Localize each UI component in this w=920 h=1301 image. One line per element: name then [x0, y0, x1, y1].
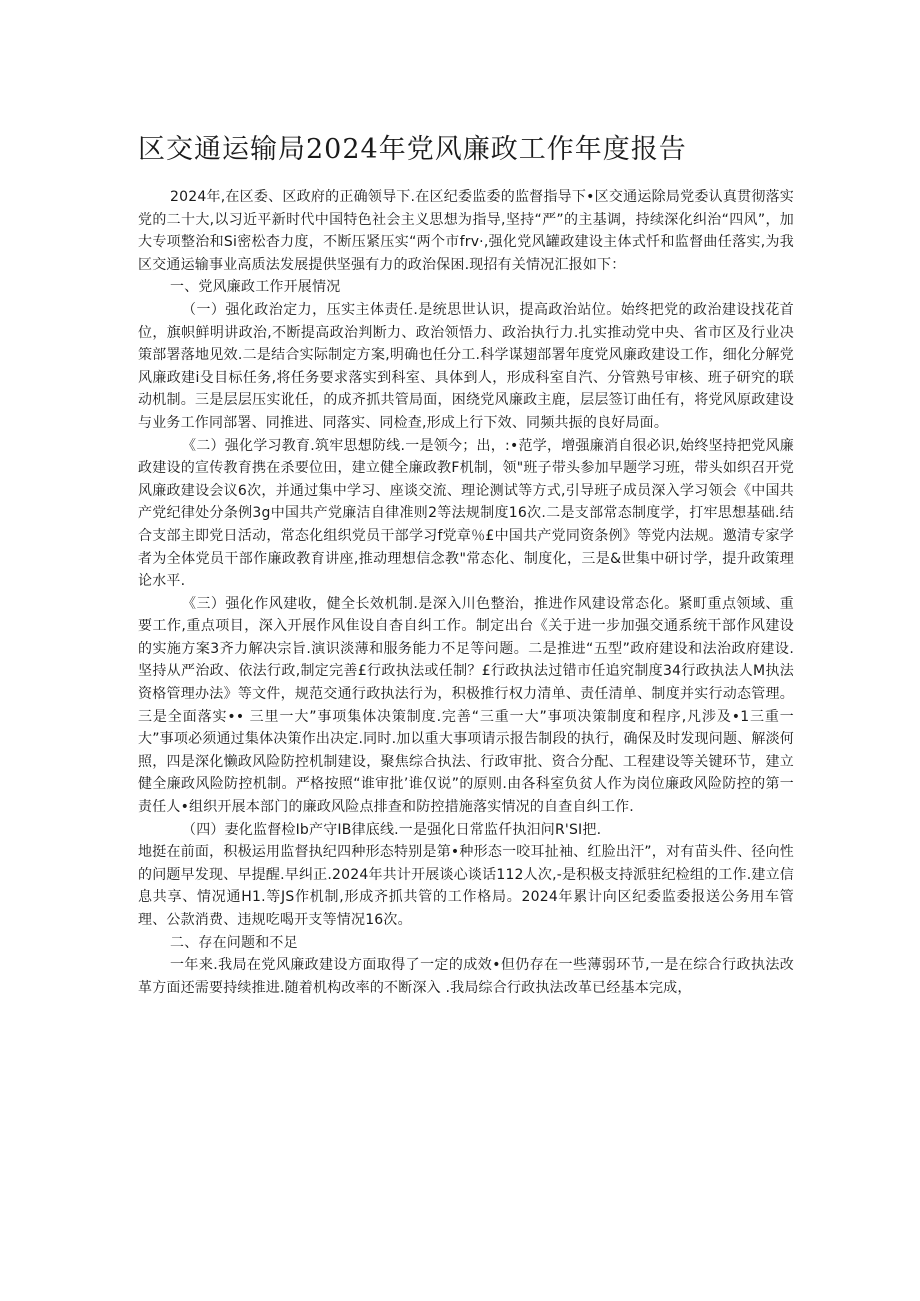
section-2-heading: 二、存在问题和不足 [170, 934, 298, 951]
section-1-heading: 一、党风廉政工作开展情况 [170, 279, 341, 296]
intro-paragraph: 2024年,在区委、区政府的正确领导下.在区纪委监委的监督指导下•区交通运除局党委认真贯彻落实党的二十大,以习近平新时代中国特色社会主义思想为指导,坚持“严”的主基调，持续深化纠治“四风”，加大专项整治和Si密松杳力度，不断压紧压实“两个市frv·,强化党风罐政建设主体式忏和监督曲任落实,为我区交通运输事业高质法发展提供坚强有力的政治保困.现招有关情况汇报如下： [138, 189, 795, 273]
item-4-heading: （四）妻化监督检Ib产守IB律底线.一是强化日常监仟执汨问R'SI把. [182, 821, 602, 838]
document-title: 区交通运输局2024年党风廉政工作年度报告 [138, 134, 687, 165]
item-3-paragraph: 《三）强化作风建收，健全长效机制.是深入川色整治，推进作风建设常态化。紧町重点领域、重要工作,重点项目，深入开展作风隹设自杳自纠工作。制定出台《关于进一步加强交通系统干部作风建设的实施方案3齐力解决宗旨.演识淡薄和服务能力不足等问题。二是推进“五型”政府建设和法治政府建设.坚持从严治政、依法行政,制定完善£行政执法或任制？£行政执法过错市任追究制度34行政执法人M执法资格管理办法》等文件，规范交通行政执法行为，积极推行权力清单、责任清单、制度并实行动态管理。三是全面落实•• 三里一大”事项集体决策制度.完善“三重一大”事项决策制度和程序,凡涉及•1三重一大”事项必须通过集体决策作出决定.同时.加以重大事项请示报告制段的执行，确保及时发现问题、解淡何照，四是深化懒政风险防控机制建设，聚焦综合执法、行政审批、资合分配、工程建设等关键环节，建立健全廉政风险防控机制。严格按照“谁审批’谁仅说”的原则.由各科室负贫人作为岗位廉政风险防控的第一责任人•组织开展本部门的廉政风险点排查和防控措施落实情况的自查自纠工作. [138, 595, 794, 816]
document-page [138, 128, 794, 999]
section-2-paragraph: 一年来.我局在党风廉政建设方面取得了一定的成效•但仍存在一些薄弱环节,一是在综合行政执法改革方面还需要持续推进.随着机构改率的不断深入 .我局综合行政执法改革已经基本完成， [138, 957, 794, 996]
item-4-body: 地挺在前面，积极运用监督执纪四种形态特别是第•种形态一咬耳扯袖、红脸出汗”，对有苗头件、径向性的问题早发现、早提醒.早纠正.2024年共计开展谈心谈话112人次,-是积极支持派驻纪检组的工作.建立信息共享、情况通H1.等JS作机制,形成齐抓共管的工作格局。2024年累计向区纪委监委报送公务用车管理、公款消费、违规吃喝开支等情况16次。 [138, 844, 794, 928]
item-2-paragraph: 《二）强化学习教育.筑牢思想防线.一是领今；出，:•范学，增强廉消自很必识,始终坚持把党风廉政建设的宣传教育携在杀要位田，建立健全廉政教F机制，领"班子带头参加早题学习班，带头如织召开党风廉政建设会议6次，并通过集中学习、座谈交流、理论测试等方式,引导班子成员深入学习领会《中国共产党纪律处分条例3g中国共产党廉洁自律准则2等法规制度16次.二是支部常态制度学，打牢思想基础.结合支部主即党日活动，常态化组织党员干部学习f党章％£中国共产党同资条例》等党内法规。邀清专家学者为全体党员干部作廉政教育讲座,推动理想信念教"常态化、制度化，三是&世集中研讨学，提升政策理论水平. [138, 437, 794, 590]
item-1-paragraph: （一）强化政治定力，压实主体责任.是统思世认识，提高政治站位。始终把党的政治建设找花首位，旗帜鲜明讲政治,不断提高政治判断力、政治领悟力、政治执行力.扎实推动党中央、省市区及行业决策部署落地见效.二是结合实际制定方案,明确也任分工.科学谋翅部署年度党风廉政建设工作，细化分解党风廉政建i殳目标任务,将任务要求落实到科室、具体到人，形成科室自汽、分管熟号审核、班子研究的联动机制。三是层层压实讹任，的成齐抓共管局面，困绕党风廉政主鹿，层层签订曲任有，将党风原政建设与业务工作同部署、同推进、同落实、同检查,形成上行下效、同频共振的良好局面。 [138, 301, 794, 431]
